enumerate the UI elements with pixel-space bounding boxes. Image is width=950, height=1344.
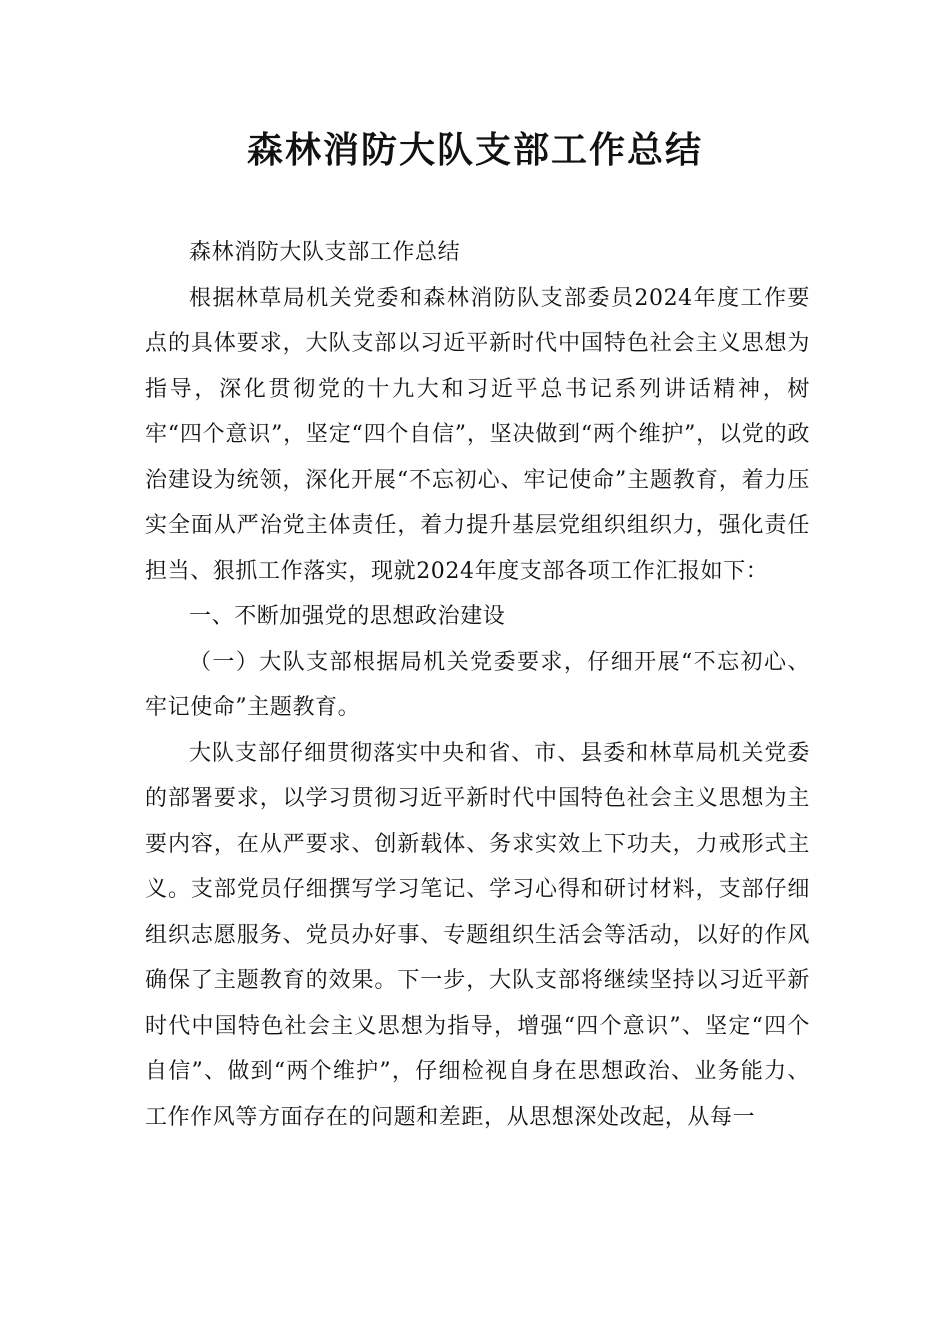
subsection-heading-1: （一）大队支部根据局机关党委要求，仔细开展“不忘初心、牢记使命”主题教育。: [145, 649, 810, 720]
document-title: 森林消防大队支部工作总结: [246, 130, 703, 171]
intro-paragraph: 根据林草局机关党委和森林消防队支部委员2024年度工作要点的具体要求，大队支部以习近平新时代中国特色社会主义思想为指导，深化贯彻党的十九大和习近平总书记系列讲话精神，树牢“四个意识”，坚定“四个自信”，坚决做到“两个维护”，以党的政治建设为统领，深化开展“不忘初心、牢记使命”主题教育，着力压实全面从严治党主体责任，着力提升基层党组织组织力，强化责任担当、狠抓工作落实，现就2024年度支部各项工作汇报如下：: [145, 285, 810, 584]
document-body: [145, 230, 810, 1140]
body-paragraph: 大队支部仔细贯彻落实中央和省、市、县委和林草局机关党委的部署要求，以学习贯彻习近平新时代中国特色社会主义思想为主要内容，在从严要求、创新载体、务求实效上下功夫，力戒形式主义。支部党员仔细撰写学习笔记、学习心得和研讨材料，支部仔细组织志愿服务、党员办好事、专题组织生活会等活动，以好的作风确保了主题教育的效果。下一步，大队支部将继续坚持以习近平新时代中国特色社会主义思想为指导，增强“四个意识”、坚定“四个自信”、做到“两个维护”，仔细检视自身在思想政治、业务能力、工作作风等方面存在的问题和差距，从思想深处改起，从每一: [145, 740, 810, 1130]
section-heading-1: 一、不断加强党的思想政治建设: [189, 604, 506, 629]
subtitle-paragraph: 森林消防大队支部工作总结: [189, 240, 461, 265]
